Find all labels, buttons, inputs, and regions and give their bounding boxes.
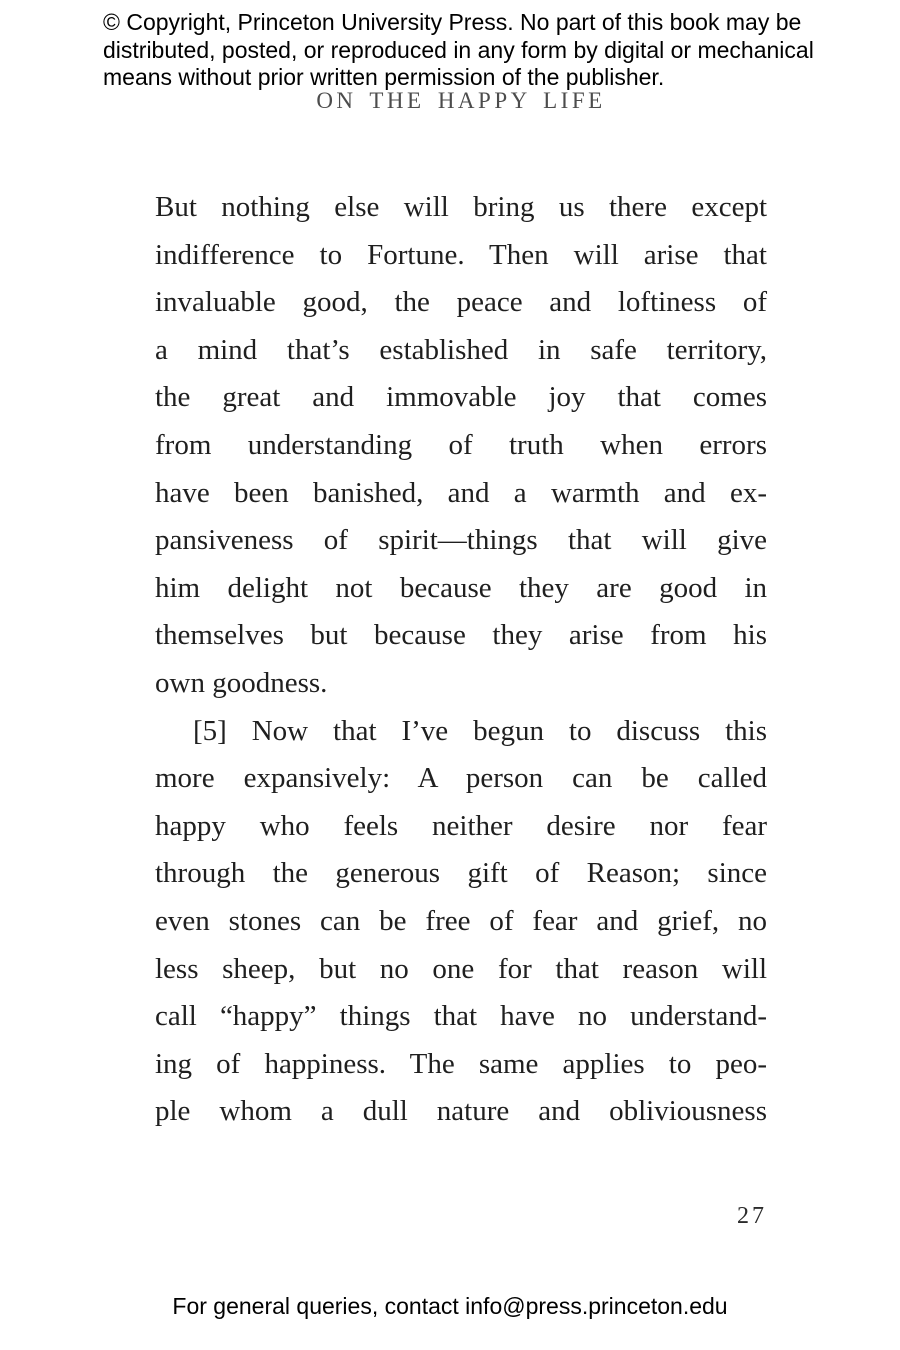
body-line: invaluable good, the peace and loftiness of (155, 286, 767, 319)
body-line: [5] Now that I’ve begun to discuss this (193, 714, 767, 747)
body-line: from understanding of truth when errors (155, 428, 767, 461)
body-line: through the generous gift of Reason; since (155, 857, 767, 890)
body-line: themselves but because they arise from his (155, 619, 767, 652)
running-head: ON THE HAPPY LIFE (316, 88, 606, 113)
body-line: a mind that’s established in safe territory, (155, 333, 767, 366)
copyright-notice (103, 9, 814, 92)
body-line: ple whom a dull nature and obliviousness (155, 1095, 767, 1128)
body-line: the great and immovable joy that comes (155, 381, 767, 414)
contact-footer: For general queries, contact info@press.princeton.edu (172, 1293, 728, 1319)
body-text (155, 184, 767, 1136)
body-line: happy who feels neither desire nor fear (155, 809, 767, 842)
body-line: call “happy” things that have no understand- (155, 1000, 767, 1033)
copyright-line: means without prior written permission of the publisher. (103, 64, 665, 90)
copyright-line: © Copyright, Princeton University Press. No part of this book may be (103, 9, 802, 35)
body-line: ing of happiness. The same applies to peo- (155, 1047, 767, 1080)
body-line: pansiveness of spirit—things that will give (155, 524, 767, 557)
copyright-line: distributed, posted, or reproduced in any form by digital or mechanical (103, 36, 814, 63)
body-line: But nothing else will bring us there except (155, 191, 767, 223)
body-line: more expansively: A person can be called (155, 762, 767, 795)
body-line: less sheep, but no one for that reason will (155, 952, 767, 985)
page-number: 27 (737, 1203, 767, 1229)
body-line: own goodness. (155, 666, 328, 699)
body-line: even stones can be free of fear and grief, no (155, 904, 767, 937)
body-line: him delight not because they are good in (155, 571, 767, 604)
body-line: indifference to Fortune. Then will arise that (155, 238, 767, 271)
body-line: have been banished, and a warmth and ex- (155, 476, 767, 509)
